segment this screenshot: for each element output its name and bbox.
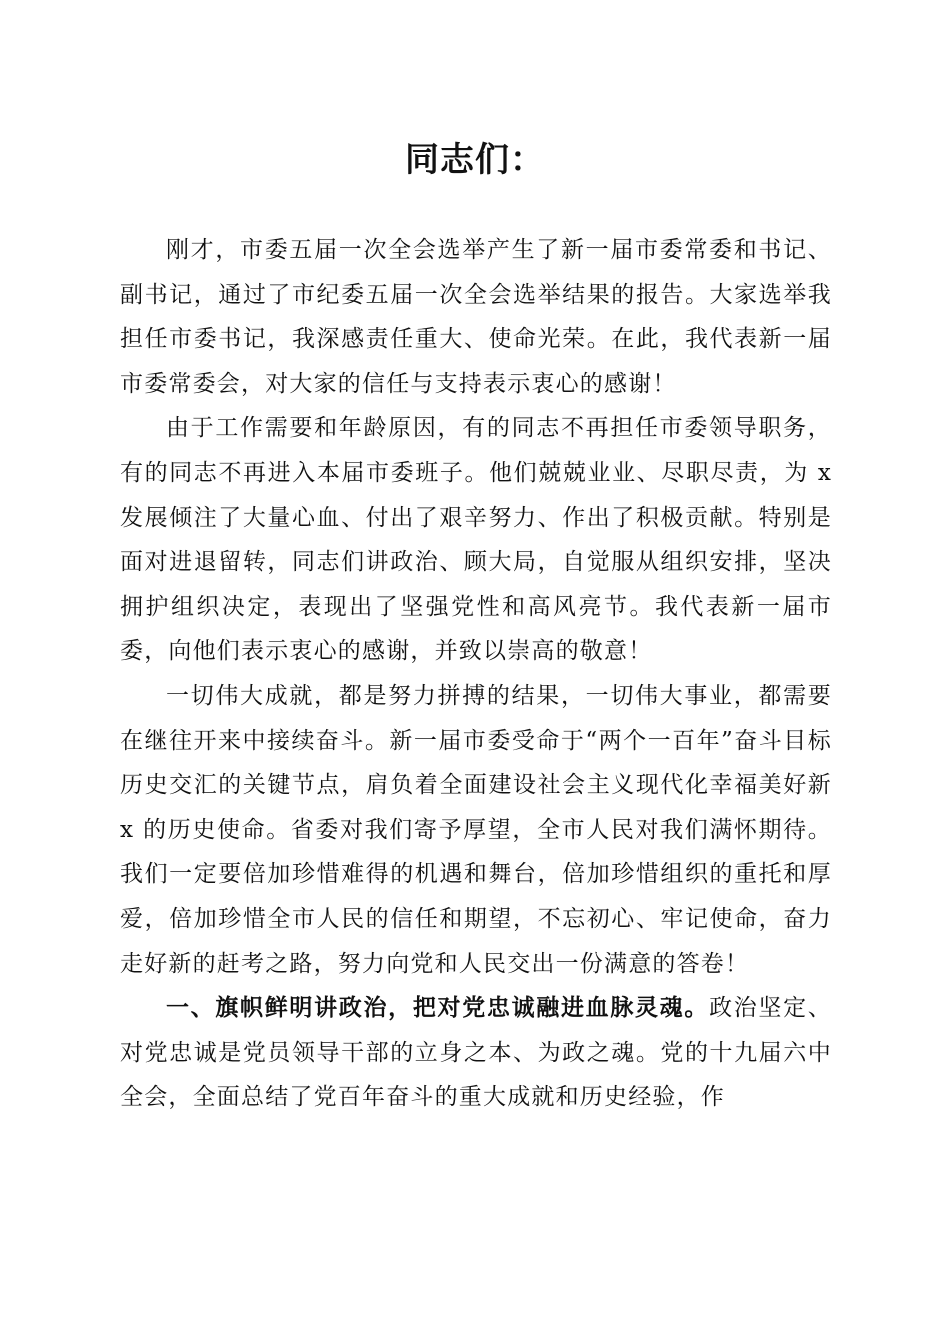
paragraph-3 (120, 674, 832, 986)
paragraph-2-text: 由于工作需要和年龄原因，有的同志不再担任市委领导职务，有的同志不再进入本届市委班子。他们兢兢业业、尽职尽责，为 x 发展倾注了大量心血、付出了艰辛努力、作出了积极贡献。特别是面对进退留转，同志们讲政治、顾大局，自觉服从组织安排，坚决拥护组织决定，表现出了坚强党性和高风亮节。我代表新一届市委，向他们表示衷心的感谢，并致以崇高的敬意！ (120, 415, 832, 665)
paragraph-4 (120, 986, 832, 1120)
paragraph-2 (120, 406, 832, 674)
section-heading: 一、旗帜鲜明讲政治，把对党忠诚融进血脉灵魂。 (166, 995, 710, 1022)
document-title: 同志们： (405, 140, 545, 180)
paragraph-1 (120, 228, 832, 406)
paragraph-4-text: 政治坚定、对党忠诚是党员领导干部的立身之本、为政之魂。党的十九届六中全会，全面总结了党百年奋斗的重大成就和历史经验，作 (120, 995, 832, 1111)
paragraph-1-text: 刚才，市委五届一次全会选举产生了新一届市委常委和书记、副书记，通过了市纪委五届一次全会选举结果的报告。大家选举我担任市委书记，我深感责任重大、使命光荣。在此，我代表新一届市委常委会，对大家的信任与支持表示衷心的感谢！ (120, 237, 832, 397)
document-body (120, 228, 832, 1120)
paragraph-3-text: 一切伟大成就，都是努力拼搏的结果，一切伟大事业，都需要在继往开来中接续奋斗。新一届市委受命于“两个一百年”奋斗目标历史交汇的关键节点，肩负着全面建设社会主义现代化幸福美好新 x 的历史使命。省委对我们寄予厚望，全市人民对我们满怀期待。我们一定要倍加珍惜难得的机遇和舞台，倍加珍惜组织的重托和厚爱，倍加珍惜全市人民的信任和期望，不忘初心、牢记使命，奋力走好新的赶考之路，努力向党和人民交出一份满意的答卷！ (120, 682, 832, 977)
